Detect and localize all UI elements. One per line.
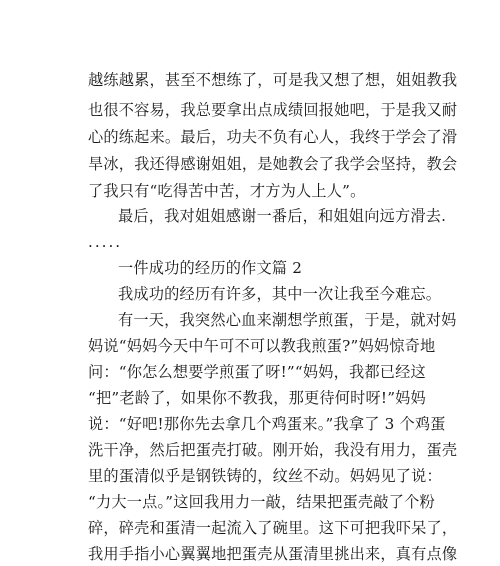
paragraph-line: “把”老龄了，如果你不教我，那更待何时呀!”妈妈 (88, 389, 426, 407)
paragraph-line: 旱冰，我还得感谢姐姐，是她教会了我学会坚持，教会 (88, 155, 458, 173)
paragraph-line: 碎，碎壳和蛋清一起流入了碗里。这下可把我吓呆了， (88, 519, 458, 537)
paragraph-line: 了我只有“吃得苦中苦，才方为人上人”。 (88, 182, 366, 200)
paragraph-line: 里的蛋清似乎是钢铁铸的，纹丝不动。妈妈见了说： (88, 467, 442, 485)
ellipsis-line: ..... (88, 233, 123, 251)
paragraph-line: 有一天，我突然心血来潮想学煎蛋，于是，就对妈 (118, 311, 457, 329)
paragraph-line: 问：“你怎么想要学煎蛋了呀!”“妈妈，我都已经这 (88, 363, 426, 381)
paragraph-line: 说：“好吧!那你先去拿几个鸡蛋来。”我拿了 3 个鸡蛋 (88, 415, 446, 433)
section-title: 一件成功的经历的作文篇 2 (118, 259, 303, 277)
paragraph-line: 妈说“妈妈今天中午可不可以教我煎蛋?”妈妈惊奇地 (88, 337, 436, 355)
paragraph-line: 越练越累，甚至不想练了，可是我又想了想，姐姐教我 (88, 71, 458, 89)
paragraph-line: 最后，我对姐姐感谢一番后，和姐姐向远方滑去. (118, 207, 447, 225)
paragraph-line: 心的练起来。最后，功夫不负有心人，我终于学会了滑 (88, 128, 458, 146)
paragraph-line: 洗干净，然后把蛋壳打破。刚开始，我没有用力，蛋壳 (88, 441, 458, 459)
paragraph-line: 我成功的经历有许多，其中一次让我至今难忘。 (118, 285, 442, 303)
paragraph-line: 也很不容易，我总要拿出点成绩回报她吧，于是我又耐 (88, 101, 458, 119)
paragraph-line: “力大一点。”这回我用力一敲，结果把蛋壳敲了个粉 (88, 493, 435, 511)
paragraph-line: 我用手指小心翼翼地把蛋壳从蛋清里挑出来，真有点像 (88, 545, 458, 563)
